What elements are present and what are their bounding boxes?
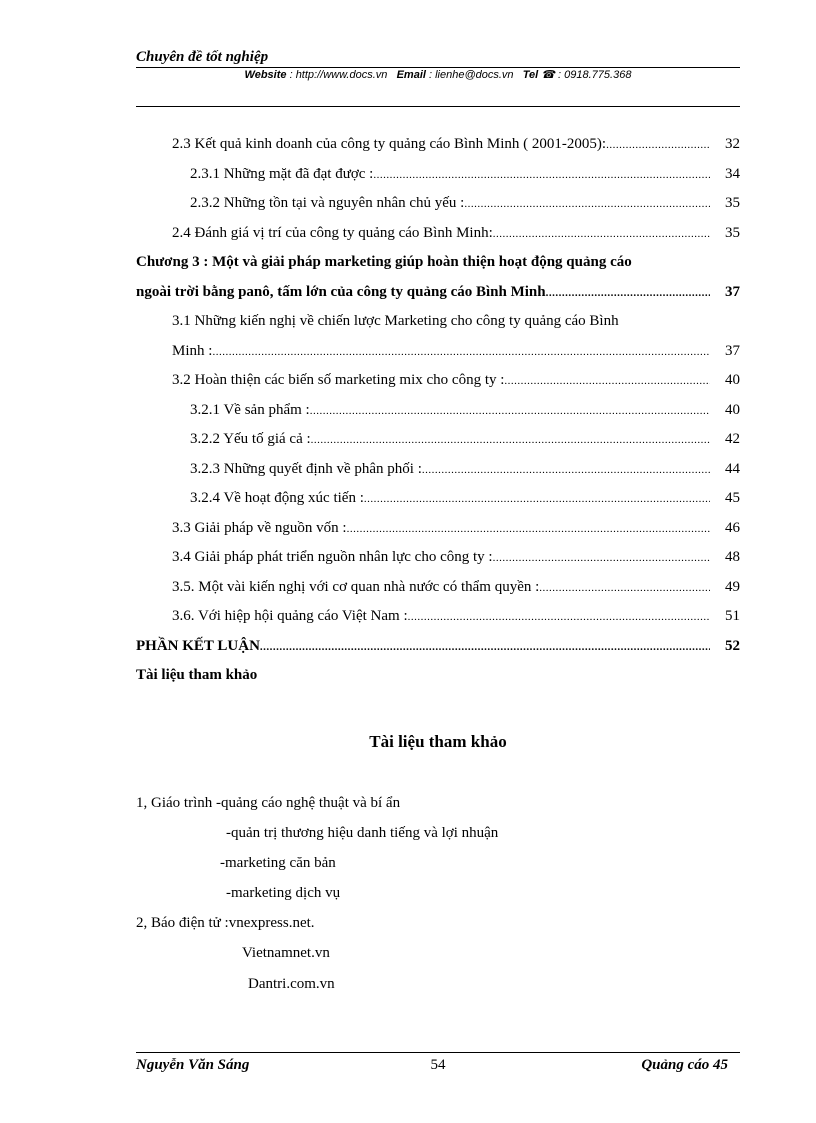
toc-entry[interactable] xyxy=(136,130,740,160)
toc-entry[interactable] xyxy=(136,602,740,632)
toc-entry-label: Minh : xyxy=(172,342,213,359)
toc-dot-leader xyxy=(364,485,710,515)
toc-entry-page: 35 xyxy=(725,224,740,241)
reference-line: -quản trị thương hiệu danh tiếng và lợi nhuận xyxy=(226,825,499,841)
toc-entry[interactable] xyxy=(136,573,740,603)
toc-dot-leader xyxy=(212,338,710,368)
toc-entry-label: 2.3 Kết quả kinh doanh của công ty quảng cáo Bình Minh ( 2001-2005): xyxy=(172,136,607,152)
toc-entry-page: 52 xyxy=(725,637,740,654)
phone-icon: ☎ xyxy=(541,69,555,81)
reference-line[interactable]: Vietnamnet.vn xyxy=(242,945,330,961)
toc-dot-leader xyxy=(373,161,710,191)
toc-entry-label: 3.3 Giải pháp về nguồn vốn : xyxy=(172,519,347,536)
toc-entry[interactable] xyxy=(136,484,740,514)
toc-entry[interactable] xyxy=(136,307,740,337)
header-divider-bottom xyxy=(136,106,740,107)
toc-entry[interactable] xyxy=(136,425,740,455)
document-title: Chuyên đề tốt nghiệp xyxy=(136,49,269,65)
toc-entry-page: 51 xyxy=(725,608,740,624)
footer-divider xyxy=(136,1052,740,1053)
toc-dot-leader xyxy=(504,367,710,397)
toc-entry-page: 32 xyxy=(725,136,740,152)
toc-entry-label: 3.5. Một vài kiến nghị với cơ quan nhà nước có thẩm quyền : xyxy=(172,578,540,595)
toc-entry-page: 37 xyxy=(725,283,740,300)
reference-line: -marketing căn bản xyxy=(220,855,336,871)
toc-entry[interactable] xyxy=(136,396,740,426)
toc-entry-page: 45 xyxy=(725,490,740,506)
toc-entry-label: 2.3.2 Những tồn tại và nguyên nhân chủ yếu : xyxy=(190,195,465,211)
toc-dot-leader xyxy=(539,574,710,604)
email-label: Email xyxy=(396,69,426,81)
toc-entry[interactable] xyxy=(136,661,740,691)
email-value[interactable]: : lienhe@docs.vn xyxy=(429,69,514,81)
toc-entry-label: PHẦN KẾT LUẬN xyxy=(136,637,260,654)
toc-dot-leader xyxy=(422,456,710,486)
toc-entry[interactable] xyxy=(136,160,740,190)
toc-dot-leader xyxy=(493,544,710,574)
toc-entry-page: 37 xyxy=(725,342,740,359)
toc-entry[interactable] xyxy=(136,632,740,662)
toc-entry-page: 46 xyxy=(725,519,740,536)
toc-entry-page: 40 xyxy=(725,372,740,388)
reference-line: 1, Giáo trình -quảng cáo nghệ thuật và bí ẩn xyxy=(136,795,401,811)
toc-entry-label: 3.2.4 Về hoạt động xúc tiến : xyxy=(190,490,364,506)
toc-entry-label: 2.3.1 Những mặt đã đạt được : xyxy=(190,165,374,182)
toc-dot-leader xyxy=(464,190,710,220)
toc-entry[interactable] xyxy=(136,337,740,367)
toc-entry[interactable] xyxy=(136,543,740,573)
toc-entry-page: 34 xyxy=(725,165,740,182)
toc-dot-leader xyxy=(546,279,710,309)
toc-entry-page: 44 xyxy=(725,460,740,477)
toc-chapter-heading[interactable]: Chương 3 : Một và giải pháp marketing giúp hoàn thiện hoạt động quảng cáo xyxy=(136,254,632,270)
toc-entry[interactable] xyxy=(136,514,740,544)
toc-entry-label: 2.4 Đánh giá vị trí của công ty quảng cáo Bình Minh: xyxy=(172,224,493,241)
toc-entry-label: Tài liệu tham khảo xyxy=(136,667,258,683)
toc-dot-leader xyxy=(347,515,710,545)
table-of-contents xyxy=(136,130,740,691)
toc-dot-leader xyxy=(310,397,710,427)
toc-entry-label: 3.4 Giải pháp phát triển nguồn nhân lực cho công ty : xyxy=(172,549,493,565)
toc-entry-page: 49 xyxy=(725,578,740,595)
tel-value: : 0918.775.368 xyxy=(558,69,632,81)
toc-dot-leader xyxy=(493,220,710,250)
toc-entry[interactable] xyxy=(136,366,740,396)
toc-entry-label: 3.2.2 Yếu tố giá cả : xyxy=(190,431,311,447)
toc-entry-page: 48 xyxy=(725,549,740,565)
toc-entry[interactable] xyxy=(136,455,740,485)
toc-entry-label: ngoài trời bằng panô, tấm lớn của công ty quảng cáo Bình Minh xyxy=(136,283,546,300)
toc-entry[interactable] xyxy=(136,219,740,249)
website-label: Website xyxy=(244,69,287,81)
toc-entry-page: 40 xyxy=(725,401,740,418)
toc-entry[interactable] xyxy=(136,189,740,219)
toc-dot-leader xyxy=(606,131,710,161)
toc-entry-label: 3.2.3 Những quyết định về phân phối : xyxy=(190,460,422,477)
toc-entry-label: 3.1 Những kiến nghị về chiến lược Marketing cho công ty quảng cáo Bình xyxy=(172,313,619,329)
page-footer xyxy=(136,1052,740,1079)
reference-line[interactable]: Dantri.com.vn xyxy=(248,976,335,992)
toc-entry-label: 3.6. Với hiệp hội quảng cáo Việt Nam : xyxy=(172,608,408,624)
references-title: Tài liệu tham khảo xyxy=(369,732,507,751)
toc-entry-label: 3.2 Hoàn thiện các biến số marketing mix cho công ty : xyxy=(172,372,505,388)
toc-entry-page: 35 xyxy=(725,195,740,211)
page-header xyxy=(136,48,740,107)
toc-entry-page: 42 xyxy=(725,431,740,447)
toc-dot-leader xyxy=(260,633,710,663)
website-value[interactable]: : http://www.docs.vn xyxy=(289,69,388,81)
toc-entry-label: 3.2.1 Về sản phẩm : xyxy=(190,401,310,418)
footer-class-name: Quảng cáo 45 xyxy=(641,1057,728,1073)
header-contact-line xyxy=(136,68,740,82)
toc-dot-leader xyxy=(408,603,710,633)
reference-line: 2, Báo điện tử :vnexpress.net. xyxy=(136,915,315,931)
footer-page-number: 54 xyxy=(430,1057,446,1073)
footer-author: Nguyễn Văn Sáng xyxy=(136,1057,250,1073)
toc-entry[interactable] xyxy=(136,278,740,308)
tel-label: Tel xyxy=(522,69,539,81)
reference-line: -marketing dịch vụ xyxy=(226,885,341,901)
toc-dot-leader xyxy=(311,426,710,456)
